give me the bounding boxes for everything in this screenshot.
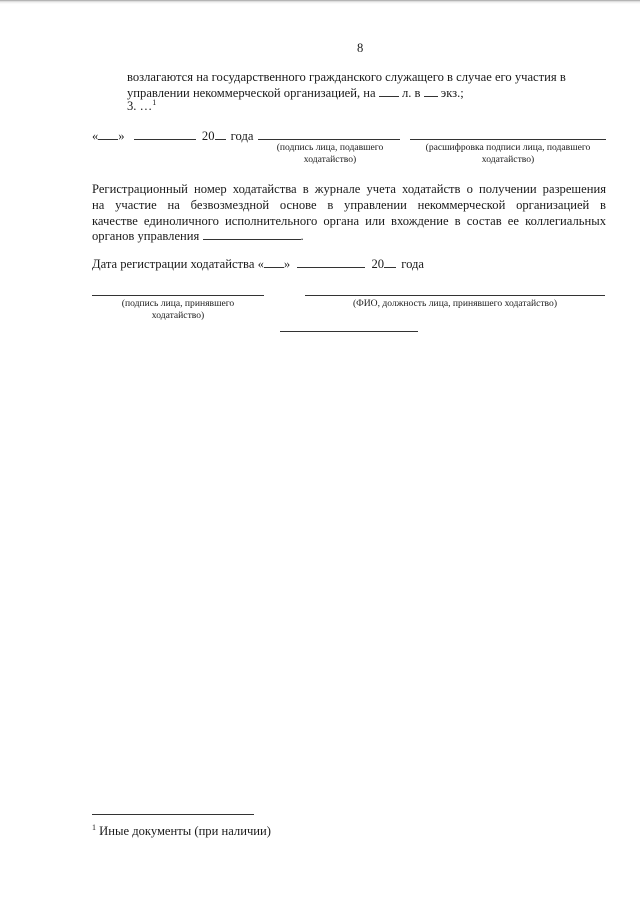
paragraph-text: управлении некоммерческой организацией, на xyxy=(127,86,376,100)
year-suffix: года xyxy=(401,257,425,271)
caption-signature: (подпись лица, подавшего ходатайство) xyxy=(276,142,384,165)
footnote-ref: 1 xyxy=(152,97,157,107)
scan-edge xyxy=(0,0,640,4)
date-field xyxy=(92,128,253,144)
page-number: 8 xyxy=(357,41,364,55)
paragraph-text: органов управления xyxy=(92,229,200,243)
footnote-text: Иные документы (при наличии) xyxy=(99,824,271,838)
copies-blank xyxy=(424,86,438,97)
month-blank xyxy=(134,129,196,140)
paragraph-line: возлагаются на государственного гражданского служащего в случае его участия в xyxy=(127,70,566,84)
paragraph-line: Регистрационный номер ходатайства в журнале учета ходатайств о получении разрешения xyxy=(92,182,606,196)
paragraph-line xyxy=(127,85,464,101)
year-suffix: года xyxy=(230,129,254,143)
paragraph-line: качестве единоличного исполнительного органа или вхождение в состав ее коллегиальных xyxy=(92,214,606,228)
footnote-separator xyxy=(92,814,254,815)
paragraph-text: экз.; xyxy=(440,86,464,100)
close-quote: » xyxy=(118,129,125,143)
paragraph-text: . xyxy=(300,229,304,243)
month-blank xyxy=(297,257,365,268)
decoding-line xyxy=(410,139,606,140)
paragraph-line xyxy=(92,228,304,244)
open-quote: « xyxy=(92,129,99,143)
footnote-marker: 1 xyxy=(92,822,96,832)
year-prefix: 20 xyxy=(371,257,385,271)
caption-acceptor-name: (ФИО, должность лица, принявшего ходатайство) xyxy=(352,298,558,309)
paragraph-line: на участие на безвозмездной основе в управлении некоммерческой организацией в xyxy=(92,198,606,212)
acceptor-signature-line xyxy=(92,295,264,296)
footnote xyxy=(92,823,271,839)
acceptor-name-line xyxy=(305,295,605,296)
close-quote: » xyxy=(283,257,291,271)
closing-divider xyxy=(280,331,418,332)
signature-line xyxy=(258,139,400,140)
item-number: 3. … xyxy=(127,99,153,113)
caption-acceptor-signature: (подпись лица, принявшего ходатайство) xyxy=(121,298,235,321)
year-blank xyxy=(215,129,226,140)
year-blank xyxy=(384,257,396,268)
paragraph-line xyxy=(127,98,156,114)
caption-decoding: (расшифровка подписи лица, подавшего ходатайство) xyxy=(425,142,591,165)
year-prefix: 20 xyxy=(201,129,215,143)
registration-date-label: Дата регистрации ходатайства « xyxy=(92,257,264,271)
day-blank xyxy=(264,257,284,268)
paragraph-text: л. в xyxy=(401,86,421,100)
registration-number-blank xyxy=(203,229,301,240)
sheets-blank xyxy=(379,86,399,97)
registration-date xyxy=(92,256,424,272)
day-blank xyxy=(98,129,118,140)
